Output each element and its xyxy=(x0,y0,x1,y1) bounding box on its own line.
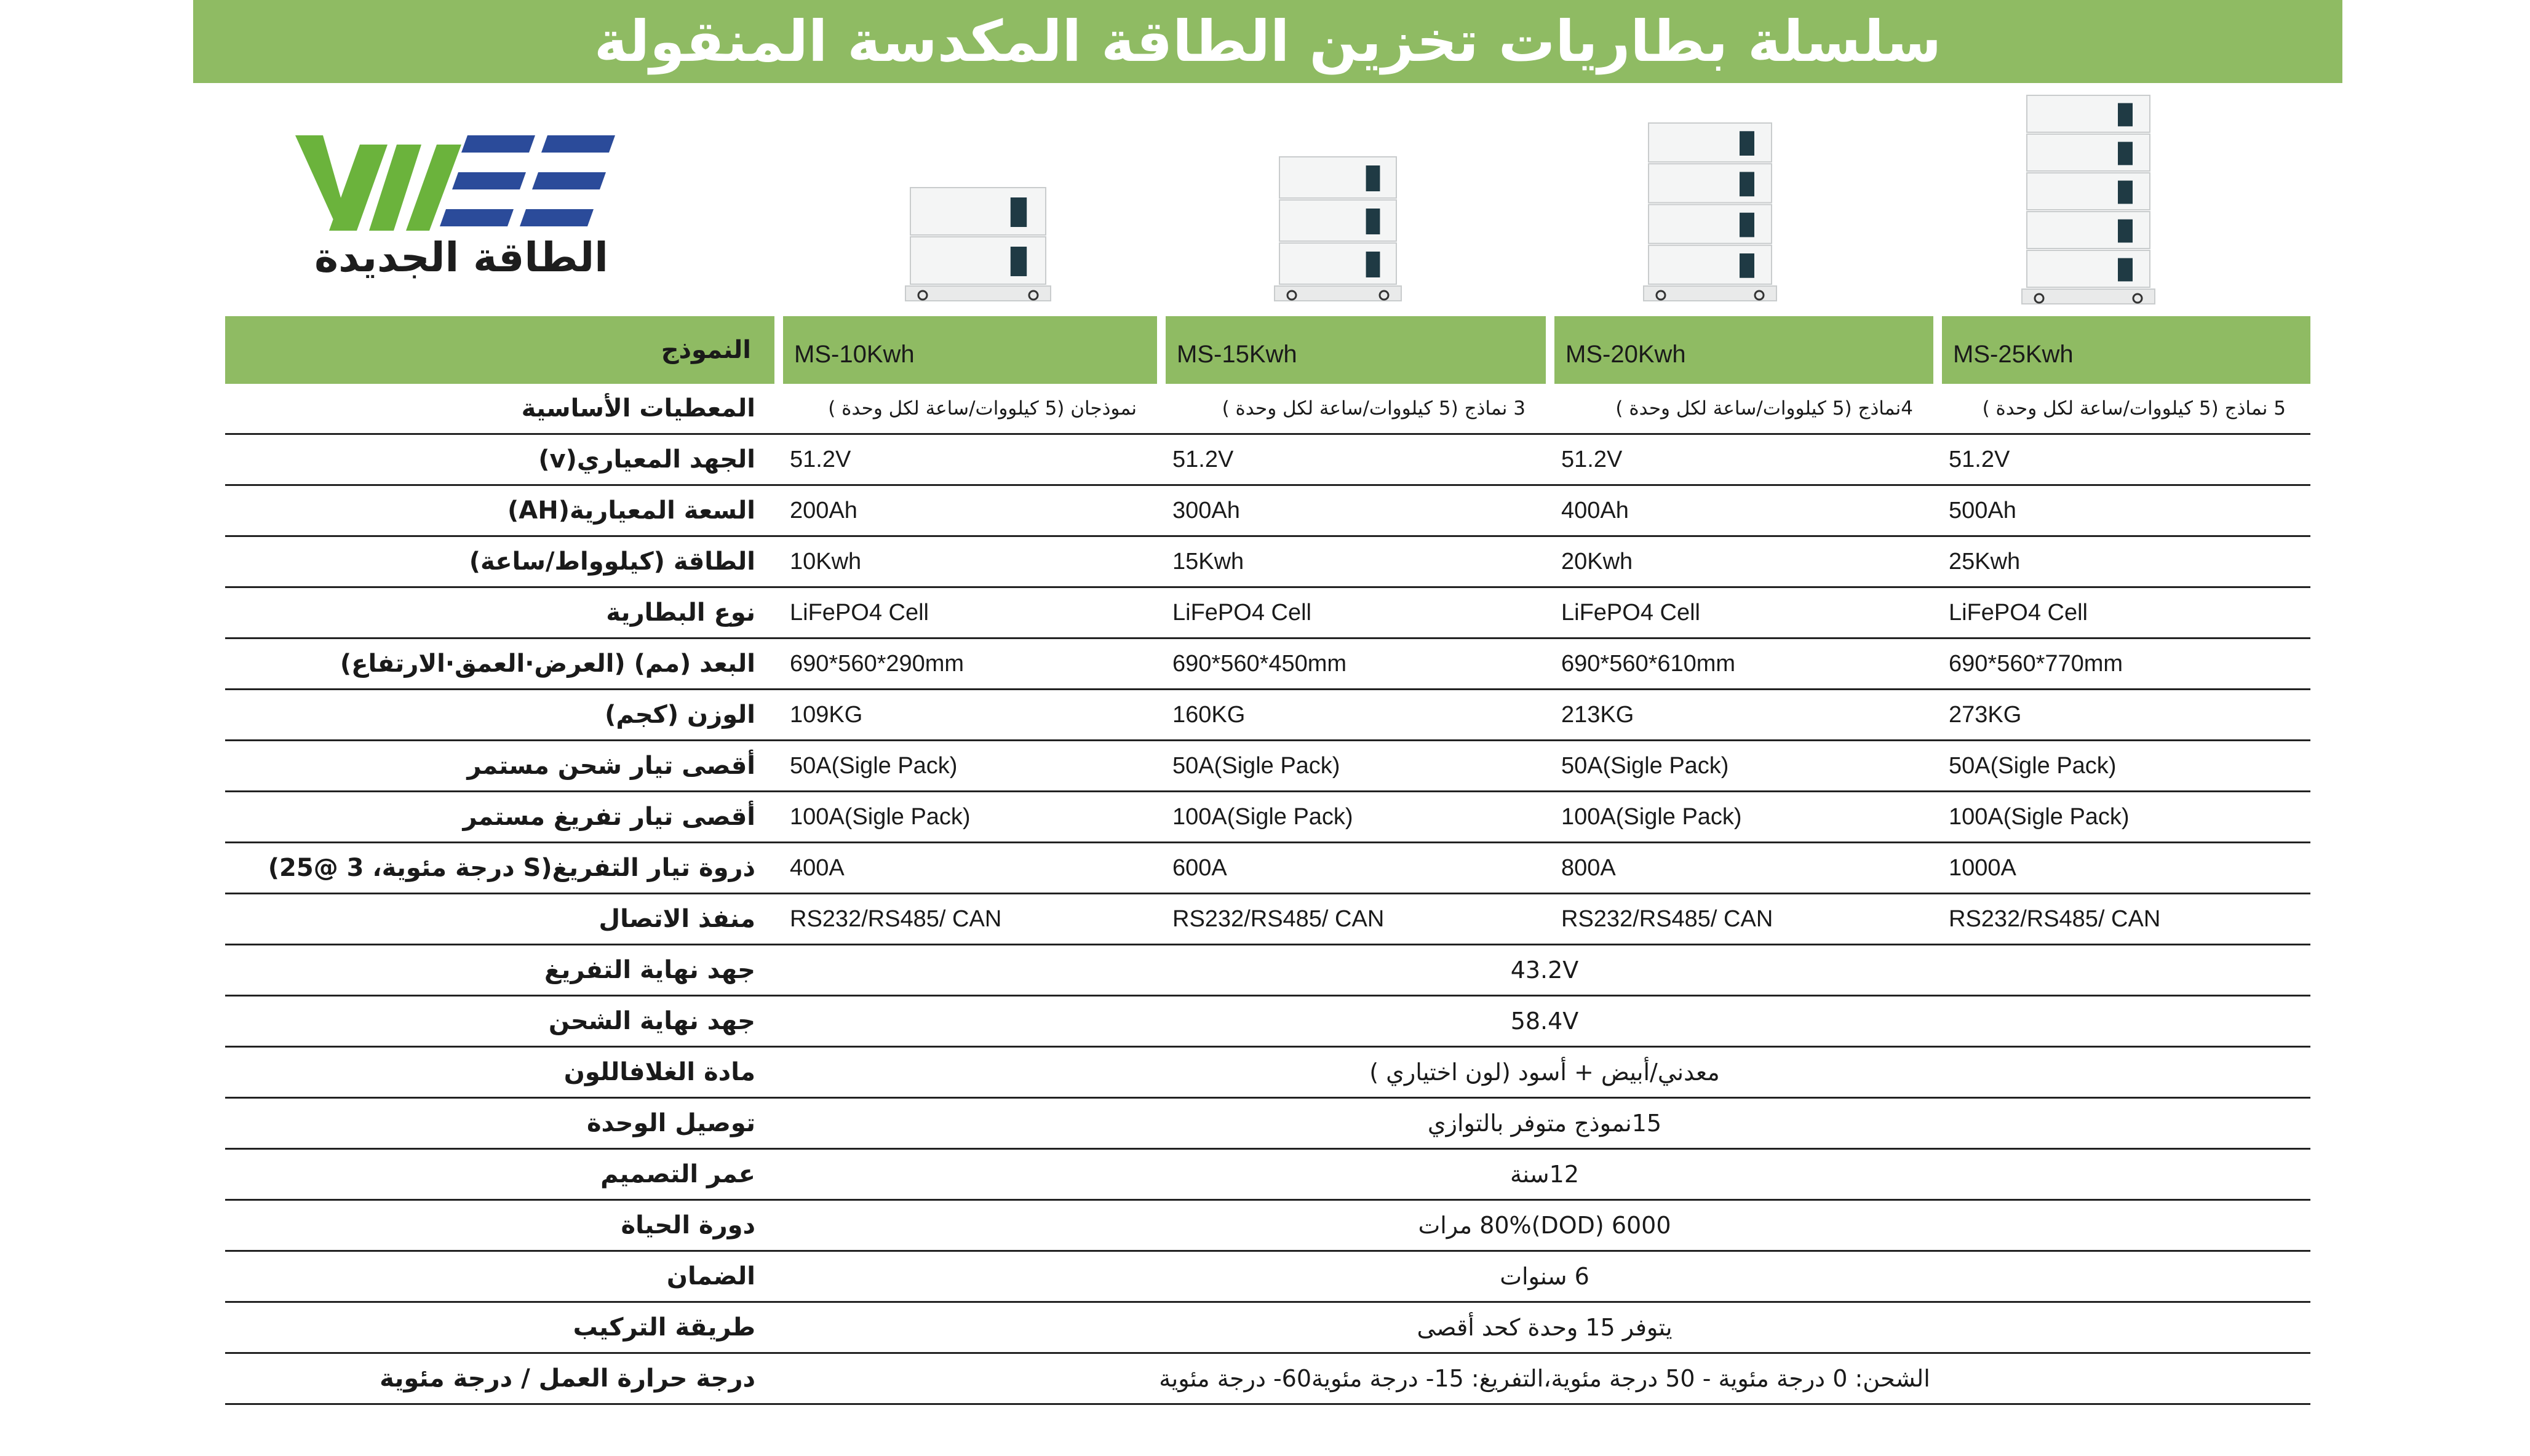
battery-image-10 xyxy=(898,185,1058,308)
table-row xyxy=(225,1149,2310,1200)
battery-image-20 xyxy=(1636,120,1784,308)
table-row xyxy=(225,1353,2310,1404)
table-cell: 273KG xyxy=(1938,690,2310,741)
page-title: سلسلة بطاريات تخزين الطاقة المكدسة المنقولة xyxy=(594,9,1942,74)
table-cell: 213KG xyxy=(1550,690,1938,741)
table-row xyxy=(225,1047,2310,1098)
shared-cell: يتوفر 15 وحدة كحد أقصى xyxy=(779,1302,2310,1353)
battery-display xyxy=(1366,252,1380,277)
shared-cell: 43.2V xyxy=(779,945,2310,996)
battery-display xyxy=(2118,142,2133,165)
model-header: MS-10Kwh xyxy=(779,316,1161,384)
table-row xyxy=(225,1302,2310,1353)
logo-text: الطاقة الجديدة xyxy=(314,234,608,281)
table-cell: 25Kwh xyxy=(1938,536,2310,587)
table-row xyxy=(225,690,2310,741)
battery-display xyxy=(1740,172,1754,197)
row-label: عمر التصميم xyxy=(225,1149,779,1200)
table-cell: نموذجان (5 كيلووات/ساعة لكل وحدة ) xyxy=(779,384,1161,434)
shared-cell: 6000 (DOD)80% مرات xyxy=(779,1200,2310,1251)
table-cell: 4نماذج (5 كيلووات/ساعة لكل وحدة ) xyxy=(1550,384,1938,434)
table-cell: 690*560*610mm xyxy=(1550,638,1938,690)
table-header-row xyxy=(225,316,2310,384)
table-row xyxy=(225,792,2310,843)
table-row xyxy=(225,1200,2310,1251)
table-cell: 690*560*770mm xyxy=(1938,638,2310,690)
spec-table-body xyxy=(225,316,2310,1404)
table-cell: 109KG xyxy=(779,690,1161,741)
table-cell: 51.2V xyxy=(779,434,1161,485)
model-header: MS-25Kwh xyxy=(1938,316,2310,384)
row-label: جهد نهاية التفريغ xyxy=(225,945,779,996)
table-cell: 51.2V xyxy=(1938,434,2310,485)
table-row xyxy=(225,1098,2310,1149)
table-cell: 5 نماذج (5 كيلووات/ساعة لكل وحدة ) xyxy=(1938,384,2310,434)
battery-stack xyxy=(1275,157,1401,301)
row-label: مادة الغلافاللون xyxy=(225,1047,779,1098)
row-label: جهد نهاية الشحن xyxy=(225,996,779,1047)
battery-image-25 xyxy=(2015,92,2162,311)
table-row xyxy=(225,1251,2310,1302)
table-cell: 500Ah xyxy=(1938,485,2310,536)
logo-e-bar xyxy=(452,172,526,189)
table-cell: 690*560*290mm xyxy=(779,638,1161,690)
spec-table xyxy=(225,316,2310,1405)
logo-e-bar xyxy=(440,209,514,226)
row-label: المعطيات الأساسية xyxy=(225,384,779,434)
shared-cell: 12سنة xyxy=(779,1149,2310,1200)
table-cell: 100A(Sigle Pack) xyxy=(1550,792,1938,843)
table-row xyxy=(225,741,2310,792)
row-label: درجة حرارة العمل / درجة مئوية xyxy=(225,1353,779,1404)
battery-image-15 xyxy=(1267,154,1409,308)
table-cell: 15Kwh xyxy=(1161,536,1550,587)
battery-display xyxy=(2118,103,2133,127)
row-label: ذروة تيار التفريغ(S درجة مئوية، 3 @25) xyxy=(225,843,779,894)
table-cell: LiFePO4 Cell xyxy=(1161,587,1550,638)
table-cell: 50A(Sigle Pack) xyxy=(1161,741,1550,792)
table-cell: 300Ah xyxy=(1161,485,1550,536)
header-label: النموذج xyxy=(225,316,779,384)
table-row xyxy=(225,996,2310,1047)
row-label: الطاقة (كيلوواط/ساعة) xyxy=(225,536,779,587)
table-cell: 100A(Sigle Pack) xyxy=(779,792,1161,843)
row-label: نوع البطارية xyxy=(225,587,779,638)
table-cell: 690*560*450mm xyxy=(1161,638,1550,690)
table-row xyxy=(225,843,2310,894)
table-cell: 50A(Sigle Pack) xyxy=(1938,741,2310,792)
battery-display xyxy=(2118,258,2133,282)
battery-stack xyxy=(1644,123,1776,301)
table-row xyxy=(225,434,2310,485)
battery-display xyxy=(2118,220,2133,243)
model-header: MS-20Kwh xyxy=(1550,316,1938,384)
table-cell: 160KG xyxy=(1161,690,1550,741)
battery-display xyxy=(1740,213,1754,237)
row-label: أقصى تيار تفريغ مستمر xyxy=(225,792,779,843)
table-cell: 400A xyxy=(779,843,1161,894)
row-label: أقصى تيار شحن مستمر xyxy=(225,741,779,792)
table-cell: LiFePO4 Cell xyxy=(1938,587,2310,638)
battery-display xyxy=(1366,209,1380,234)
table-cell: RS232/RS485/ CAN xyxy=(779,894,1161,945)
battery-display xyxy=(1011,197,1027,227)
table-row xyxy=(225,638,2310,690)
table-cell: 50A(Sigle Pack) xyxy=(1550,741,1938,792)
row-label: منفذ الاتصال xyxy=(225,894,779,945)
table-cell: 100A(Sigle Pack) xyxy=(1938,792,2310,843)
table-cell: 3 نماذج (5 كيلووات/ساعة لكل وحدة ) xyxy=(1161,384,1550,434)
row-label: الوزن (كجم) xyxy=(225,690,779,741)
table-cell: LiFePO4 Cell xyxy=(779,587,1161,638)
battery-display xyxy=(1011,247,1027,276)
shared-cell: معدني/أبيض + أسود (لون اختياري ) xyxy=(779,1047,2310,1098)
row-label: البعد (مم) (العرض·العمق·الارتفاع) xyxy=(225,638,779,690)
battery-stack xyxy=(905,188,1051,301)
table-row xyxy=(225,536,2310,587)
table-cell: 51.2V xyxy=(1550,434,1938,485)
row-label: طريقة التركيب xyxy=(225,1302,779,1353)
table-cell: 10Kwh xyxy=(779,536,1161,587)
battery-display xyxy=(2118,181,2133,204)
row-label: السعة المعيارية(AH) xyxy=(225,485,779,536)
table-cell: 800A xyxy=(1550,843,1938,894)
table-cell: LiFePO4 Cell xyxy=(1550,587,1938,638)
battery-stack xyxy=(2022,95,2155,304)
shared-cell: 58.4V xyxy=(779,996,2310,1047)
logo-e-bar xyxy=(461,135,535,153)
table-cell: 200Ah xyxy=(779,485,1161,536)
row-label: توصيل الوحدة xyxy=(225,1098,779,1149)
table-cell: 50A(Sigle Pack) xyxy=(779,741,1161,792)
table-row xyxy=(225,894,2310,945)
battery-display xyxy=(1740,253,1754,278)
model-header: MS-15Kwh xyxy=(1161,316,1550,384)
table-cell: 20Kwh xyxy=(1550,536,1938,587)
shared-cell: الشحن: 0 درجة مئوية - 50 درجة مئوية،التفريغ: 15- درجة مئوية60- درجة مئوية xyxy=(779,1353,2310,1404)
battery-display xyxy=(1366,165,1380,191)
logo-e-bar xyxy=(520,209,594,226)
table-cell: 1000A xyxy=(1938,843,2310,894)
row-label: الجهد المعياري(v) xyxy=(225,434,779,485)
table-cell: 600A xyxy=(1161,843,1550,894)
logo-e-bar xyxy=(532,172,606,189)
row-label: دورة الحياة xyxy=(225,1200,779,1251)
table-cell: 400Ah xyxy=(1550,485,1938,536)
logo-e-bar xyxy=(541,135,615,153)
table-row xyxy=(225,945,2310,996)
table-row xyxy=(225,587,2310,638)
table-cell: RS232/RS485/ CAN xyxy=(1161,894,1550,945)
table-row xyxy=(225,485,2310,536)
shared-cell: 15نموذج متوفر بالتوازي xyxy=(779,1098,2310,1149)
table-cell: RS232/RS485/ CAN xyxy=(1550,894,1938,945)
row-label: الضمان xyxy=(225,1251,779,1302)
table-cell: 51.2V xyxy=(1161,434,1550,485)
table-cell: 100A(Sigle Pack) xyxy=(1161,792,1550,843)
shared-cell: 6 سنوات xyxy=(779,1251,2310,1302)
table-row xyxy=(225,384,2310,434)
title-bar xyxy=(193,0,2342,83)
battery-display xyxy=(1740,131,1754,156)
table-cell: RS232/RS485/ CAN xyxy=(1938,894,2310,945)
